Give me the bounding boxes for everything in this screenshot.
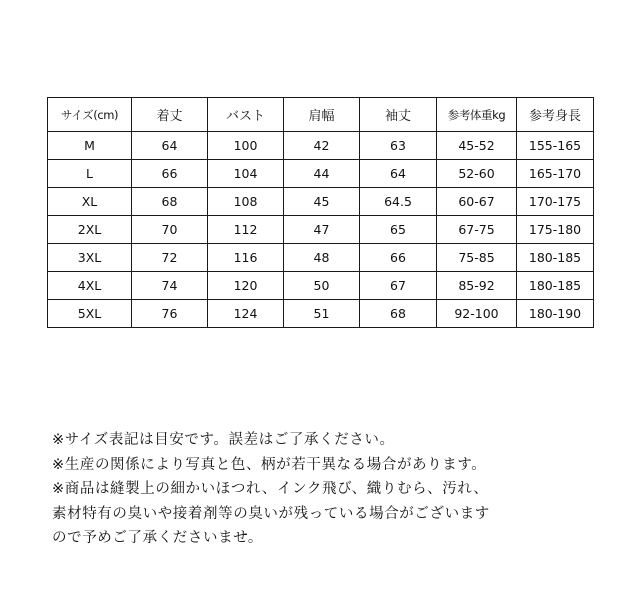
cell-length: 70	[132, 216, 208, 244]
cell-weight: 60-67	[437, 188, 517, 216]
cell-weight: 92-100	[437, 300, 517, 328]
table-row	[48, 132, 594, 160]
header-bust: バスト	[208, 98, 284, 132]
cell-length: 64	[132, 132, 208, 160]
cell-shoulder: 50	[284, 272, 360, 300]
table-row	[48, 244, 594, 272]
note-closing: ので予めご了承くださいませ。	[52, 530, 263, 546]
table-header-row	[48, 98, 594, 132]
cell-sleeve: 64.5	[360, 188, 437, 216]
cell-weight: 67-75	[437, 216, 517, 244]
cell-weight: 52-60	[437, 160, 517, 188]
note-defects-disclaimer: ※商品は縫製上の細かいほつれ、インク飛び、織りむら、汚れ、	[52, 481, 489, 497]
notes-block	[52, 428, 632, 551]
cell-sleeve: 65	[360, 216, 437, 244]
size-chart-table	[47, 97, 594, 328]
cell-size: 5XL	[48, 300, 132, 328]
cell-size: M	[48, 132, 132, 160]
cell-bust: 116	[208, 244, 284, 272]
header-length: 着丈	[132, 98, 208, 132]
cell-shoulder: 42	[284, 132, 360, 160]
cell-shoulder: 47	[284, 216, 360, 244]
note-size-disclaimer: ※サイズ表記は目安です。誤差はご了承ください。	[52, 432, 395, 448]
note-color-disclaimer: ※生産の関係により写真と色、柄が若干異なる場合があります。	[52, 456, 487, 473]
cell-weight: 85-92	[437, 272, 517, 300]
cell-bust: 120	[208, 272, 284, 300]
table-row	[48, 160, 594, 188]
table-row	[48, 216, 594, 244]
cell-sleeve: 67	[360, 272, 437, 300]
cell-shoulder: 45	[284, 188, 360, 216]
cell-height: 180-190	[517, 300, 594, 328]
table-row	[48, 300, 594, 328]
cell-height: 155-165	[517, 132, 594, 160]
cell-bust: 124	[208, 300, 284, 328]
cell-size: 3XL	[48, 244, 132, 272]
cell-size: L	[48, 160, 132, 188]
cell-sleeve: 68	[360, 300, 437, 328]
cell-bust: 112	[208, 216, 284, 244]
note-odor-disclaimer: 素材特有の臭いや接着剤等の臭いが残っている場合がございます	[52, 505, 490, 522]
cell-height: 175-180	[517, 216, 594, 244]
cell-sleeve: 66	[360, 244, 437, 272]
cell-bust: 104	[208, 160, 284, 188]
cell-length: 72	[132, 244, 208, 272]
cell-length: 66	[132, 160, 208, 188]
header-shoulder: 肩幅	[284, 98, 360, 132]
cell-height: 165-170	[517, 160, 594, 188]
header-weight: 参考体重kg	[437, 98, 517, 132]
table-row	[48, 188, 594, 216]
cell-size: 2XL	[48, 216, 132, 244]
cell-shoulder: 44	[284, 160, 360, 188]
cell-shoulder: 48	[284, 244, 360, 272]
cell-height: 180-185	[517, 272, 594, 300]
cell-weight: 75-85	[437, 244, 517, 272]
cell-sleeve: 63	[360, 132, 437, 160]
cell-bust: 100	[208, 132, 284, 160]
table-row	[48, 272, 594, 300]
cell-weight: 45-52	[437, 132, 517, 160]
cell-size: XL	[48, 188, 132, 216]
cell-height: 170-175	[517, 188, 594, 216]
cell-length: 74	[132, 272, 208, 300]
cell-sleeve: 64	[360, 160, 437, 188]
header-sleeve: 袖丈	[360, 98, 437, 132]
cell-length: 76	[132, 300, 208, 328]
header-height: 参考身長	[517, 98, 594, 132]
cell-length: 68	[132, 188, 208, 216]
cell-shoulder: 51	[284, 300, 360, 328]
cell-size: 4XL	[48, 272, 132, 300]
cell-height: 180-185	[517, 244, 594, 272]
header-size: サイズ(cm)	[48, 98, 132, 132]
cell-bust: 108	[208, 188, 284, 216]
